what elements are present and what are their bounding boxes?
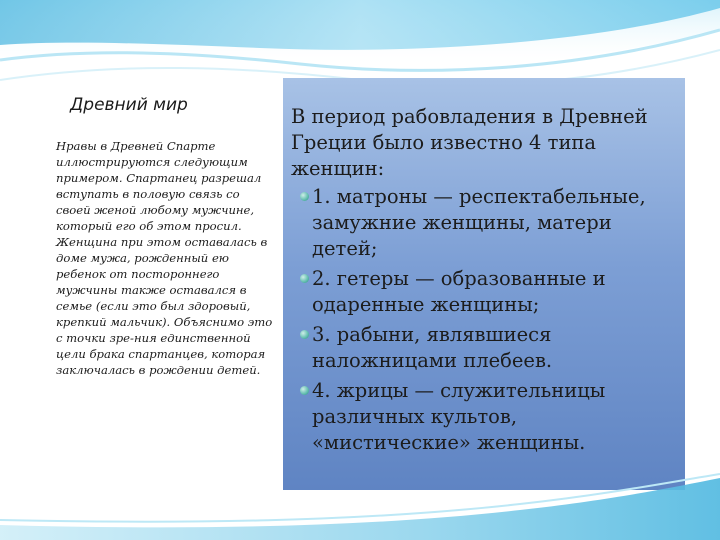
left-body-text: Нравы в Древней Спарте иллюстрируются следующим примером. Спартанец разрешал вступать в половую связь со своей женой любому мужчине, который его об этом просил. Женщина при этом оставалась в доме мужа, рожденный ею ребенок от постороннего мужчины также оставался в семье (если это был здоровый, крепкий мальчик). Объяснимо это с точки зре-ния единственной цели брака спартанцев, которая заключалась в рождении детей. <box>56 139 273 377</box>
bullet-icon <box>300 274 309 283</box>
bullet-icon <box>300 386 309 395</box>
list-item <box>283 322 685 374</box>
list-item-text: 2. гетеры — образованные и одаренные женщины; <box>312 267 606 316</box>
list-item <box>283 184 685 262</box>
list-item <box>283 266 685 318</box>
bottom-wave-decoration <box>0 470 720 540</box>
women-types-list <box>283 184 685 460</box>
list-item-text: 3. рабыни, являвшиеся наложницами плебеев. <box>312 323 553 372</box>
bullet-icon <box>300 330 309 339</box>
list-item <box>283 378 685 456</box>
left-title: Древний мир <box>70 95 188 115</box>
list-item-text: 4. жрицы — служительницы различных культов, «мистические» женщины. <box>312 379 606 454</box>
content-panel <box>283 78 685 490</box>
bullet-icon <box>300 192 309 201</box>
list-item-text: 1. матроны — респектабельные, замужние женщины, матери детей; <box>312 185 646 260</box>
panel-lead-text: В период рабовладения в Древней Греции было известно 4 типа женщин: <box>291 105 648 180</box>
